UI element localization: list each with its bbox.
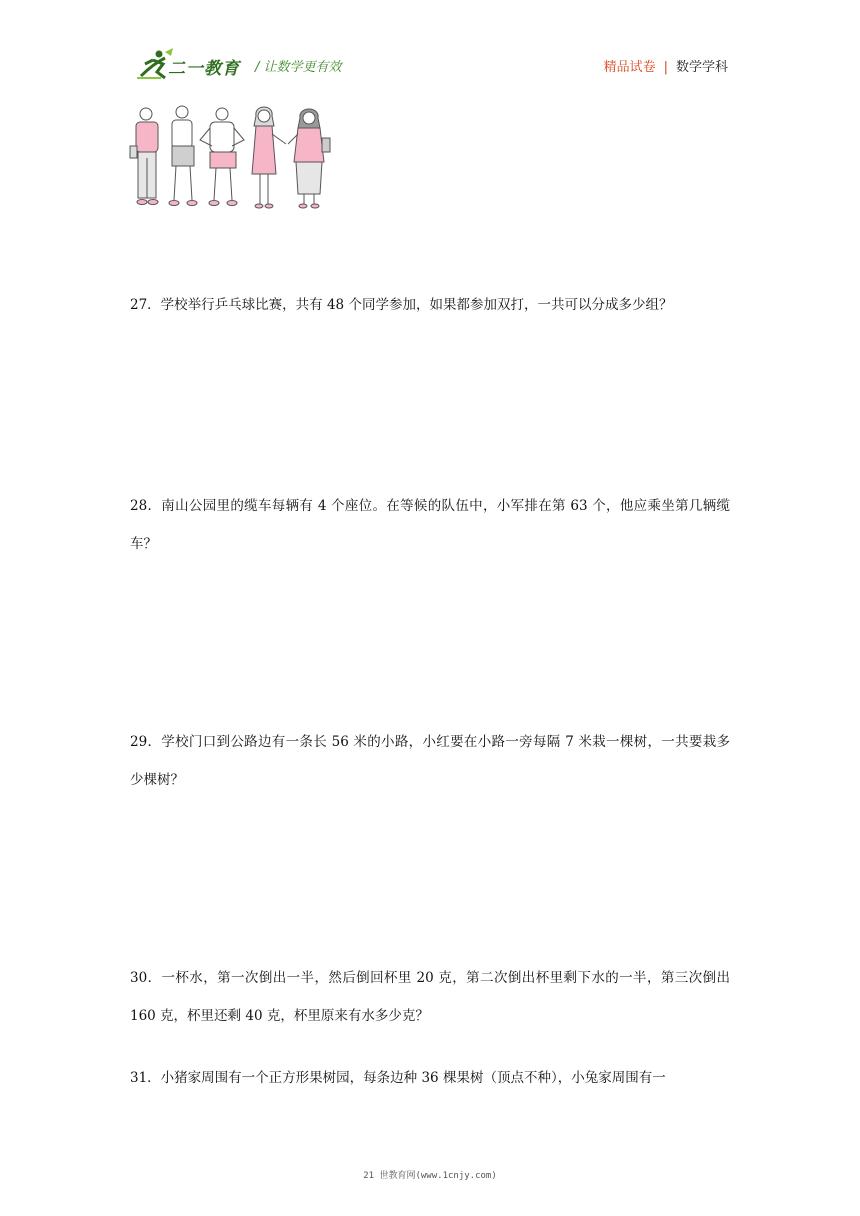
page-header xyxy=(0,0,860,90)
student-figure xyxy=(130,108,158,205)
question-text: 31．小猪家周围有一个正方形果树园，每条边种 36 棵果树（顶点不种），小兔家周围有一 xyxy=(130,1070,666,1086)
students-illustration xyxy=(128,104,340,216)
question-28 xyxy=(130,487,730,563)
question-29 xyxy=(130,723,730,799)
question-text: 30．一杯水，第一次倒出一半，然后倒回杯里 20 克，第二次倒出杯里剩下水的一半，第三次倒出 160 克，杯里还剩 40 克，杯里原来有水多少克？ xyxy=(130,970,730,1024)
premium-label: 精品试卷 xyxy=(603,60,656,75)
question-text: 29．学校门口到公路边有一条长 56 米的小路，小红要在小路一旁每隔 7 米栽一棵树，一共要栽多少棵树？ xyxy=(130,734,730,788)
header-labels xyxy=(604,56,728,75)
question-27 xyxy=(130,286,730,324)
brand-slogan: / 让数学更有效 xyxy=(255,60,342,75)
question-31 xyxy=(130,1059,730,1097)
question-text: 28．南山公园里的缆车每辆有 4 个座位。在等候的队伍中，小军排在第 63 个，他应乘坐第几辆缆车？ xyxy=(130,498,730,552)
header-separator: | xyxy=(663,60,668,75)
subject-label: 数学学科 xyxy=(675,60,728,75)
brand-name: 二一教育 xyxy=(168,59,240,79)
question-text: 27．学校举行乒乓球比赛，共有 48 个同学参加，如果都参加双打，一共可以分成多少组？ xyxy=(130,297,673,313)
question-30 xyxy=(130,959,730,1035)
page-footer: 21 世教育网(www.1cnjy.com) xyxy=(363,1171,497,1181)
